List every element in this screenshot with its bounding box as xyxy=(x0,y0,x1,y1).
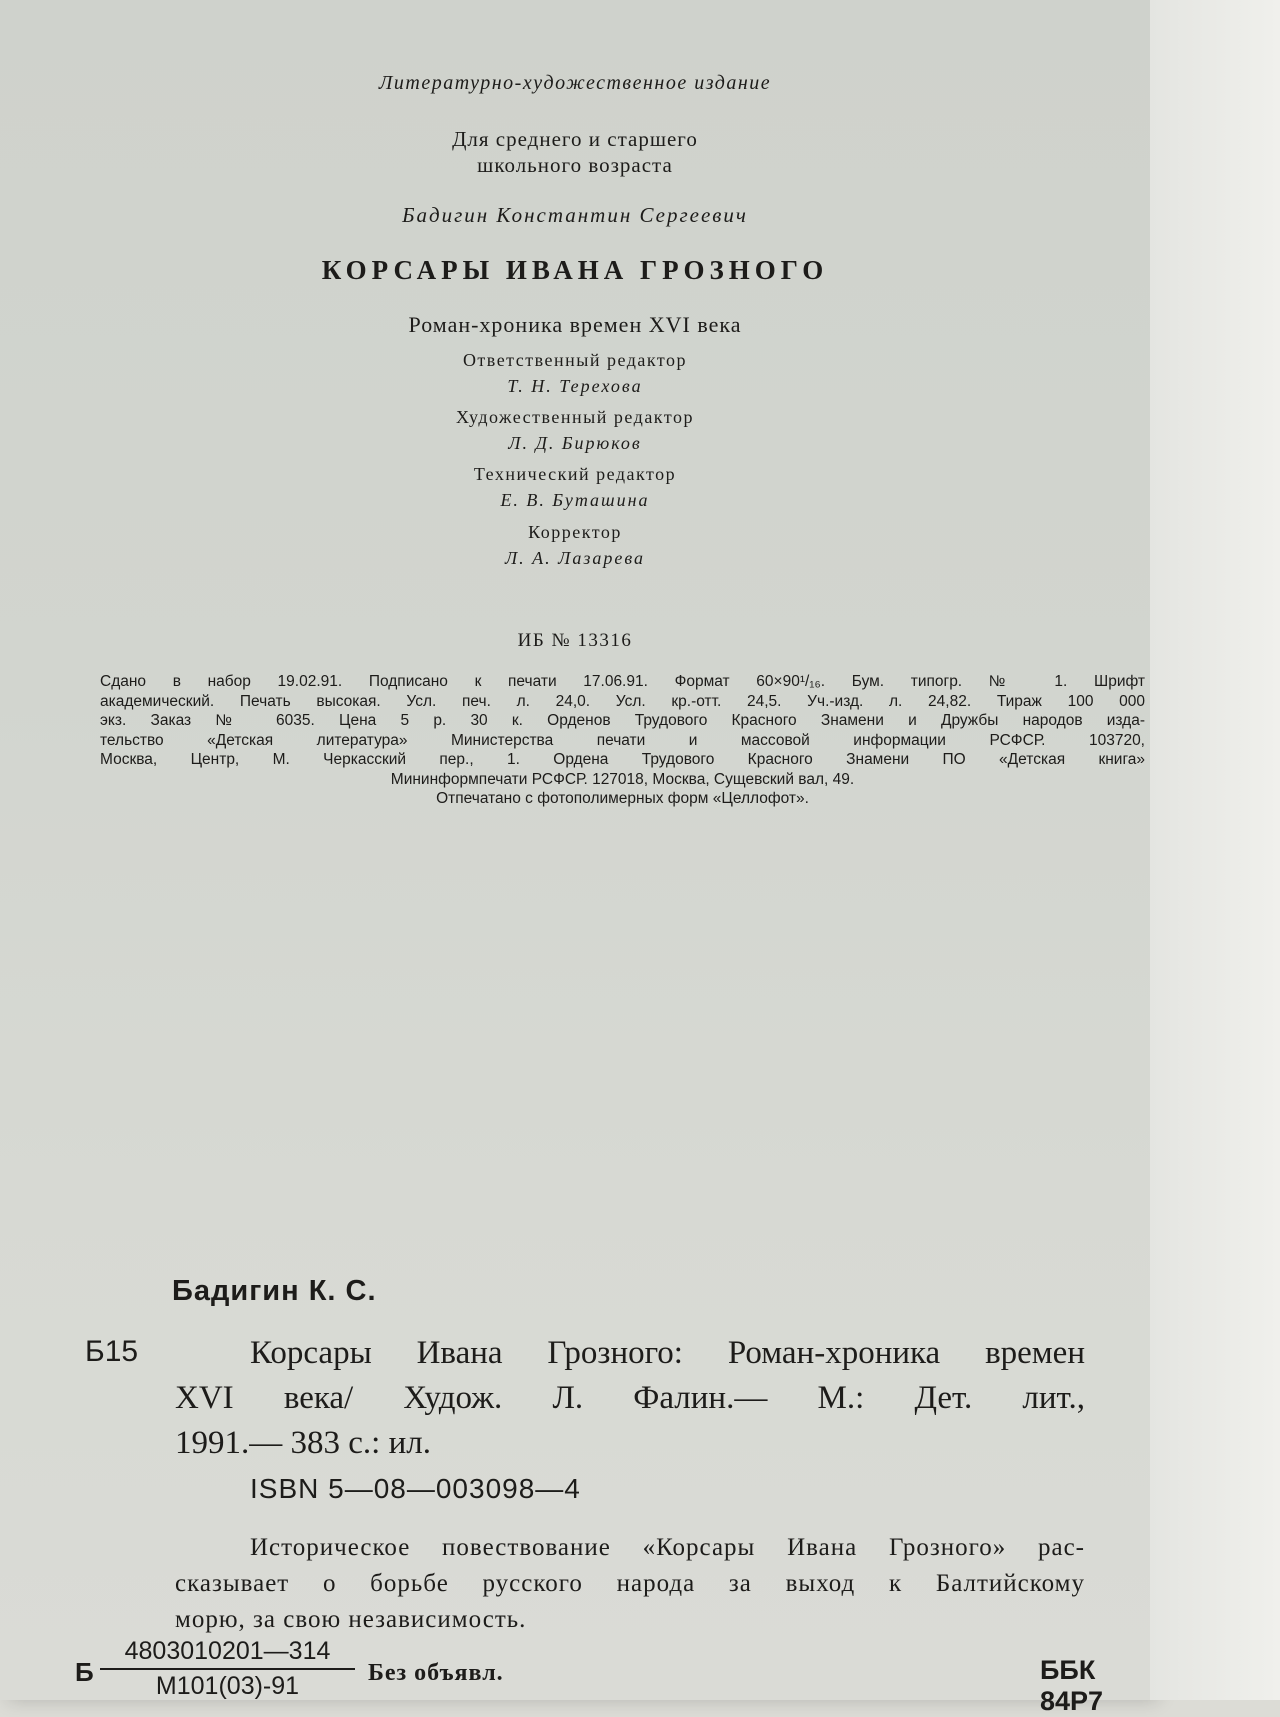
index-fraction xyxy=(100,1637,355,1701)
imprint-line: экз. Заказ № 6035. Цена 5 р. 30 к. Орденов Трудового Красного Знамени и Дружбы народов изда- xyxy=(100,712,1145,729)
no-ads-note: Без объявл. xyxy=(368,1660,504,1686)
credit-role: Ответственный редактор xyxy=(462,350,688,370)
annotation-line: морю, за свою независимость. xyxy=(175,1606,527,1633)
book-title: КОРСАРЫ ИВАНА ГРОЗНОГО xyxy=(321,255,829,285)
credit-name: Е. В. Буташина xyxy=(500,490,650,510)
book-subtitle: Роман-хроника времен XVI века xyxy=(408,312,742,337)
annotation xyxy=(175,1530,1085,1638)
catalog-line: XVI века/ Худож. Л. Фалин.— М.: Дет. лит., xyxy=(175,1380,1085,1416)
index-denominator: М101(03)-91 xyxy=(155,1672,300,1700)
catalog-author: Бадигин К. С. xyxy=(172,1275,377,1307)
imprint-line: тельство «Детская литература» Министерства печати и массовой информации РСФСР. 103720, xyxy=(100,731,1145,749)
credit-name: Л. А. Лазарева xyxy=(504,548,646,568)
imprint-line: Москва, Центр, М. Черкасский пер., 1. Ордена Трудового Красного Знамени ПО «Детская книга» xyxy=(100,751,1145,768)
catalog-code: Б15 xyxy=(85,1335,139,1368)
catalog-description xyxy=(175,1331,1085,1466)
credit-name: Т. Н. Терехова xyxy=(507,376,643,396)
isbn: ISBN 5—08—003098—4 xyxy=(250,1473,581,1504)
catalog-line: 1991.— 383 с.: ил. xyxy=(175,1425,431,1461)
audience-line-1: Для среднего и старшего xyxy=(452,127,698,151)
index-letter: Б xyxy=(75,1657,94,1687)
credit-role: Технический редактор xyxy=(473,464,677,484)
annotation-line: сказывает о борьбе русского народа за выход к Балтийскому xyxy=(175,1570,1085,1597)
credit-name: Л. Д. Бирюков xyxy=(508,433,642,453)
imprint-block xyxy=(100,672,1145,809)
bbk-code: ББК 84Р7 xyxy=(1040,1655,1104,1716)
facing-page-edge xyxy=(1150,0,1280,1700)
imprint-line: Мининформпечати РСФСР. 127018, Москва, Сущевский вал, 49. xyxy=(390,770,855,788)
edition-type: Литературно-художественное издание xyxy=(378,72,772,94)
author-full-name: Бадигин Константин Сергеевич xyxy=(402,203,748,227)
imprint-line: академический. Печать высокая. Усл. печ. л. 24,0. Усл. кр.-отт. 24,5. Уч.-изд. л. 24,82. Тираж 100 000 xyxy=(100,692,1145,710)
catalog-line: Корсары Ивана Грозного: Роман-хроника времен xyxy=(250,1335,1085,1371)
imprint-line: Отпечатано с фотополимерных форм «Целлофот». xyxy=(436,790,809,807)
annotation-line: Историческое повествование «Корсары Ивана Грозного» рас- xyxy=(250,1534,1085,1561)
audience-line-2: школьного возраста xyxy=(477,153,673,177)
imprint-line: Сдано в набор 19.02.91. Подписано к печати 17.06.91. Формат 60×90¹/₁₆. Бум. типогр. № 1. Шрифт xyxy=(100,673,1145,690)
ib-number: ИБ № 13316 xyxy=(517,630,633,651)
credit-role: Корректор xyxy=(528,522,622,542)
index-numerator: 4803010201—314 xyxy=(100,1637,355,1670)
credit-role: Художественный редактор xyxy=(456,407,694,427)
